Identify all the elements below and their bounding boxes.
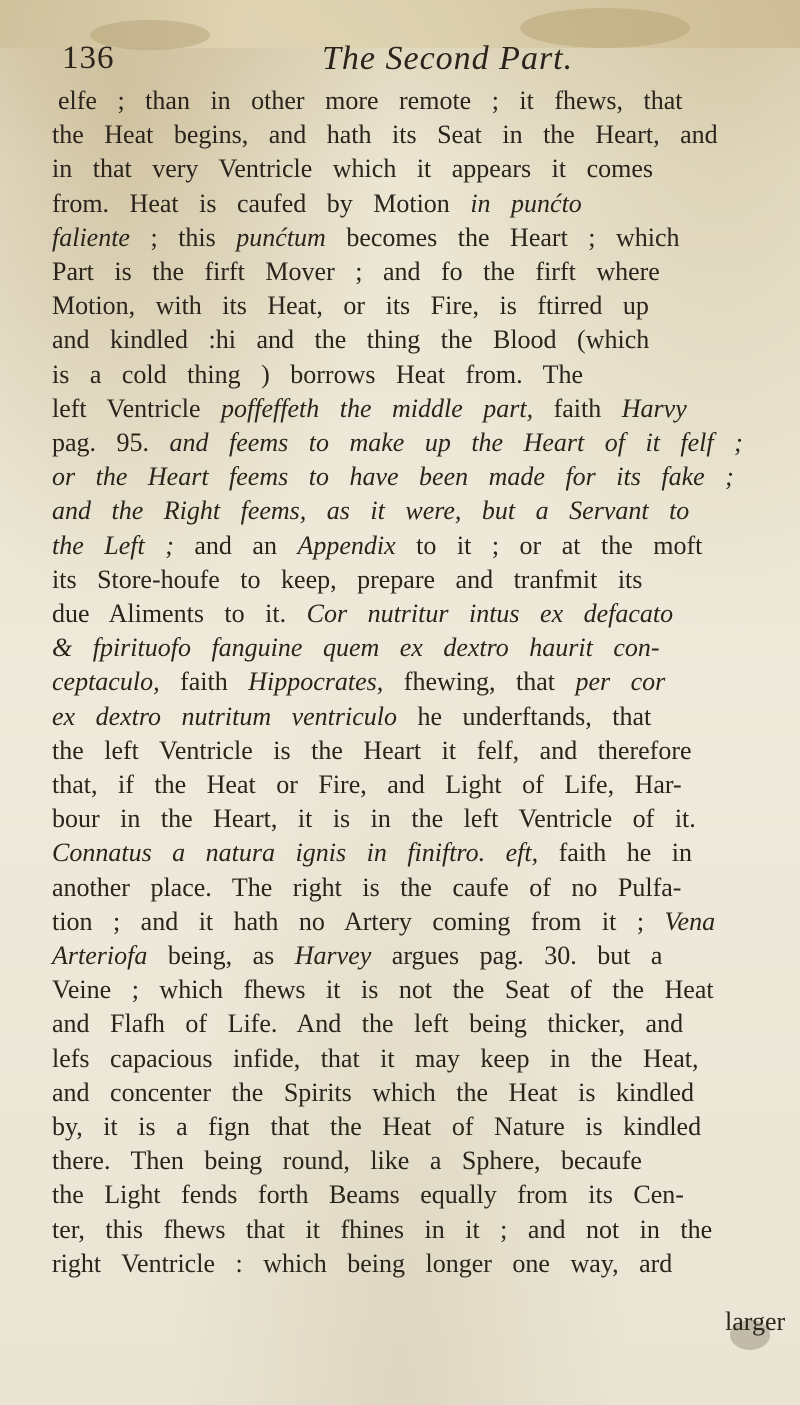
text-run: its Store-houfe to keep, prepare and tranfmit its — [52, 564, 643, 594]
text-line — [52, 358, 583, 392]
text-line — [52, 1178, 684, 1212]
text-run: left Ventricle — [52, 393, 222, 423]
text-line — [52, 460, 734, 494]
text-line — [52, 187, 582, 221]
italic-text-run: Vena — [664, 906, 716, 936]
italic-text-run: Appendix — [297, 530, 396, 560]
text-line — [52, 973, 714, 1007]
text-line — [52, 700, 651, 734]
text-line — [52, 1042, 699, 1076]
text-run: and concenter the Spirits which the Heat is kindled — [52, 1077, 694, 1107]
text-run: bour in the Heart, it is in the left Ventricle of it. — [52, 804, 696, 834]
text-line — [52, 289, 649, 323]
text-line — [52, 494, 689, 528]
text-run: lefs capacious infide, that it may keep in the Heat, — [52, 1043, 699, 1073]
text-line — [52, 734, 692, 768]
text-run: Motion, with its Heat, or its Fire, is ftirred up — [52, 291, 649, 321]
italic-text-run: or the Heart feems to have been made for its fake ; — [52, 462, 734, 492]
text-run: is a cold thing ) borrows Heat from. The — [52, 359, 584, 389]
text-line — [52, 597, 673, 631]
text-run: by, it is a fign that the Heat of Nature is kindled — [52, 1112, 702, 1141]
text-line — [52, 1144, 642, 1178]
italic-text-run: Cor nutritur intus ex defacato — [306, 599, 674, 628]
text-run: Veine ; which fhews it is not the Seat of the Heat — [52, 975, 714, 1005]
italic-text-run: Harvey — [294, 941, 372, 970]
text-run: to it ; or at the moft — [395, 530, 703, 560]
italic-text-run: ceptaculo, — [52, 667, 160, 697]
text-line — [52, 905, 715, 939]
text-run: and Flafh of Life. And the left being thicker, and — [52, 1009, 684, 1039]
text-line — [52, 665, 665, 699]
running-head — [62, 40, 762, 80]
text-run: becomes the Heart ; which — [325, 222, 680, 252]
text-line — [52, 221, 680, 255]
italic-text-run: punćtum — [236, 222, 326, 252]
text-line — [52, 1110, 701, 1144]
text-line — [52, 631, 660, 665]
text-run: that, if the Heat or Fire, and Light of Life, Har- — [52, 770, 682, 799]
text-run: faith he in — [538, 838, 692, 868]
italic-text-run: faliente — [52, 222, 130, 252]
text-line — [52, 802, 696, 836]
italic-text-run: Harvy — [621, 393, 687, 423]
text-line — [52, 118, 718, 152]
text-line — [52, 392, 687, 426]
text-run: faith — [533, 393, 622, 423]
italic-text-run: and feems to make up the Heart of it felf ; — [169, 428, 743, 457]
italic-text-run: in punćto — [470, 188, 582, 218]
italic-text-run: and the Right feems, as it were, but a Servant to — [52, 496, 690, 526]
text-run: the left Ventricle is the Heart it felf, and therefore — [52, 735, 692, 765]
italic-text-run: Arteriofa — [52, 941, 148, 970]
text-line — [52, 152, 653, 186]
text-line — [52, 1007, 683, 1041]
text-line — [52, 255, 660, 289]
text-run: due Aliments to it. — [52, 599, 307, 628]
text-run: elfe ; than in other more remote ; it fhews, that — [58, 86, 683, 115]
italic-text-run: Hippocrates, — [248, 667, 384, 697]
italic-text-run: ex dextro nutritum ventriculo — [52, 701, 398, 731]
italic-text-run: & fpirituofo fanguine quem ex dextro haurit con- — [52, 633, 660, 663]
text-line — [52, 563, 642, 597]
text-run: being, as — [147, 941, 295, 970]
italic-text-run: poffeffeth the middle part, — [221, 393, 534, 423]
text-run: ; this — [129, 222, 237, 252]
text-line — [52, 529, 702, 563]
text-run: Part is the firft Mover ; and fo the firft where — [52, 257, 660, 286]
text-line — [52, 323, 649, 357]
text-line — [52, 836, 692, 870]
text-run: there. Then being round, like a Sphere, becaufe — [52, 1146, 642, 1176]
text-line — [52, 1247, 672, 1281]
text-line — [52, 1076, 694, 1110]
text-run: and an — [173, 530, 298, 560]
text-line — [52, 1213, 712, 1247]
italic-text-run: per cor — [575, 667, 666, 697]
text-run: argues pag. 30. but a — [371, 941, 663, 970]
text-run: another place. The right is the caufe of no Pulfa- — [52, 872, 682, 902]
text-run: and kindled :hi and the thing the Blood (which — [52, 325, 650, 355]
running-title: The Second Part. — [322, 40, 574, 77]
text-line — [52, 768, 682, 802]
text-run: in that very Ventricle which it appears it comes — [52, 154, 654, 184]
text-run: the Heat begins, and hath its Seat in the Heart, and — [52, 120, 718, 150]
text-run: from. Heat is caufed by Motion — [52, 188, 471, 218]
text-run: tion ; and it hath no Artery coming from it ; — [52, 906, 665, 936]
text-line — [52, 871, 681, 905]
text-run: ter, this fhews that it fhines in it ; and not in the — [52, 1214, 713, 1244]
text-run: fhewing, that — [383, 667, 576, 697]
text-line — [52, 939, 662, 973]
text-run: he underftands, that — [397, 701, 652, 731]
page-number: 136 — [62, 40, 115, 76]
text-line — [58, 84, 682, 118]
text-run: the Light fends forth Beams equally from its Cen- — [52, 1180, 684, 1210]
italic-text-run: the Left ; — [52, 530, 174, 560]
italic-text-run: Connatus a natura ignis in finiftro. eft, — [52, 838, 539, 868]
text-run: faith — [159, 667, 249, 697]
text-run: pag. 95. — [52, 428, 170, 457]
text-run: right Ventricle : which being longer one way, ard — [52, 1248, 673, 1278]
catchword: larger — [725, 1307, 786, 1336]
text-line — [52, 426, 743, 460]
